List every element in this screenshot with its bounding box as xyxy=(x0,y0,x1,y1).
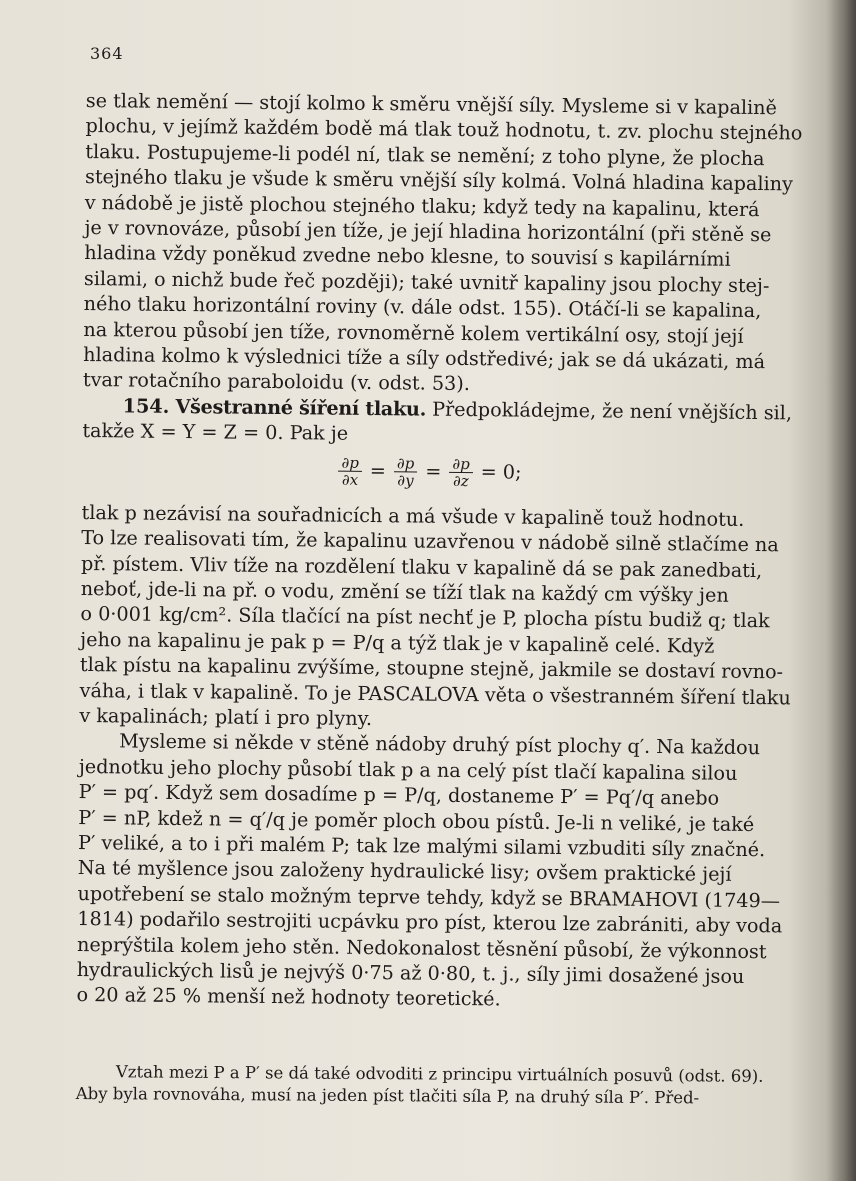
text-line: v kapalinách; platí i pro plyny. xyxy=(79,703,373,730)
text-line: neprýštila kolem jeho stěn. Nedokonalost těsnění působí, že výkonnost xyxy=(76,932,767,963)
text-line: tlaku. Postupujeme-li podél ní, tlak se nemění; z toho plyne, že plocha xyxy=(85,139,765,170)
section-intro: Předpokládejme, že není vnějších sil, xyxy=(432,397,793,425)
text-line: hydraulických lisů je nejvýš 0·75 až 0·80, t. j., síly jimi dosažené jsou xyxy=(76,957,745,988)
fraction-dp-dx: $\frac{\partial p}{\partial x}$ xyxy=(338,454,362,487)
paragraph-3 xyxy=(76,728,783,1015)
text-line: takže X = Y = Z = 0. Pak je xyxy=(82,419,349,446)
text-line: se tlak nemění — stojí kolmo k směru vnější síly. Mysleme si v kapalině xyxy=(85,88,778,120)
text-line: je v rovnováze, působí jen tíže, je její hladina horizontální (při stěně se xyxy=(84,216,772,247)
fraction-dp-dy: $\frac{\partial p}{\partial y}$ xyxy=(394,455,418,488)
page-number: 364 xyxy=(90,44,124,63)
text-line: ného tlaku horizontální roviny (v. dále odst. 155). Otáčí-li se kapalina, xyxy=(83,292,762,323)
text-line: hladina kolmo k výslednici tíže a síly odstředivé; jak se dá ukázati, má xyxy=(83,343,766,374)
text-line: o 20 až 25 % menší než hodnoty teoretické. xyxy=(76,983,501,1011)
section-154 xyxy=(79,393,793,736)
text-line: v nádobě je jistě plochou stejného tlaku; když tedy na kapalinu, která xyxy=(84,190,760,221)
section-number: 154. xyxy=(122,394,170,418)
text-line: 1814) podařilo sestrojiti ucpávku pro píst, kterou lze zabrániti, aby voda xyxy=(77,907,783,938)
page-edge-shadow xyxy=(826,0,856,1181)
main-text xyxy=(76,88,803,1015)
text-line: P′ veliké, a to i při malém P; tak lze malými silami vzbuditi síly značné. xyxy=(77,830,766,862)
text-line: Mysleme si někde v stěně nádoby druhý píst plochy q′. Na každou xyxy=(119,729,761,760)
text-line: plochu, v jejímž každém bodě má tlak touž hodnotu, t. zv. plochu stejného xyxy=(85,114,803,145)
text-line: tlak pístu na kapalinu zvýšíme, stoupne stejně, jakmile se dostaví rovno- xyxy=(79,653,784,684)
text-line: P′ = pq′. Když sem dosadíme p = P/q, dostaneme P′ = Pq′/q anebo xyxy=(78,780,720,810)
paragraph-1 xyxy=(82,88,803,400)
fraction-dp-dz: $\frac{\partial p}{\partial z}$ xyxy=(449,456,473,489)
text-line: váha, i tlak v kapalině. To je PASCALOVA věta o všestranném šíření tlaku xyxy=(79,678,791,709)
text-line: P′ = nP, kdež n = q′/q je poměr ploch obou pístů. Je-li n veliké, je také xyxy=(78,805,755,836)
note-line: Aby byla rovnováha, musí na jeden píst tlačiti síla P, na druhý síla P′. Před- xyxy=(75,1083,700,1108)
text-line: jeho na kapalinu je pak p = P/q a týž tlak je v kapalině celé. Když xyxy=(80,627,715,658)
section-title: Všestranné šíření tlaku. xyxy=(175,394,427,421)
text-line: upotřebení se stalo možným teprve tehdy, když se BRAMAHOVI (1749— xyxy=(77,881,781,913)
small-print-note xyxy=(76,1061,796,1110)
text-line: Na té myšlence jsou založeny hydraulické lisy; ovšem praktické její xyxy=(77,856,732,887)
partial-derivative-equation: $\frac{\partial p}{\partial x}$ = $\frac{\partial p}{\partial y}$ = $\frac{\partial p}{\partial z}$ = 0; xyxy=(82,452,782,497)
equation-rhs: = 0; xyxy=(480,460,522,485)
text-line: silami, o nichž bude řeč později); také uvnitř kapaliny jsou plochy stej- xyxy=(83,266,770,298)
text-line: na kterou působí jen tíže, rovnoměrně kolem vertikální osy, stojí její xyxy=(83,317,744,348)
note-line: Vztah mezi P a P′ se dá také odvoditi z principu virtuálních posuvů (odst. 69). xyxy=(115,1062,764,1086)
text-line: př. pístem. Vliv tíže na rozdělení tlaku v kapalině dá se pak zanedbati, xyxy=(80,551,763,582)
text-line: stejného tlaku je všude k směru vnější síly kolmá. Volná hladina kapaliny xyxy=(84,165,794,196)
text-line: tvar rotačního paraboloidu (v. odst. 53). xyxy=(82,368,470,396)
text-line: jednotku jeho plochy působí tlak p a na celý píst tlačí kapalina silou xyxy=(78,754,738,785)
text-line: tlak p nezávisí na souřadnicích a má všude v kapalině touž hodnotu. xyxy=(81,500,745,531)
text-line: To lze realisovati tím, že kapalinu uzavřenou v nádobě silně stlačíme na xyxy=(81,526,779,557)
text-line: neboť, jde-li na př. o vodu, změní se tíží tlak na každý cm výšky jen xyxy=(80,576,729,607)
text-line: o 0·001 kg/cm². Síla tlačící na píst nechť je P, plocha pístu budiž q; tlak xyxy=(80,602,770,633)
text-line: hladina vždy poněkud zvedne nebo klesne, to souvisí s kapilárními xyxy=(84,241,731,272)
